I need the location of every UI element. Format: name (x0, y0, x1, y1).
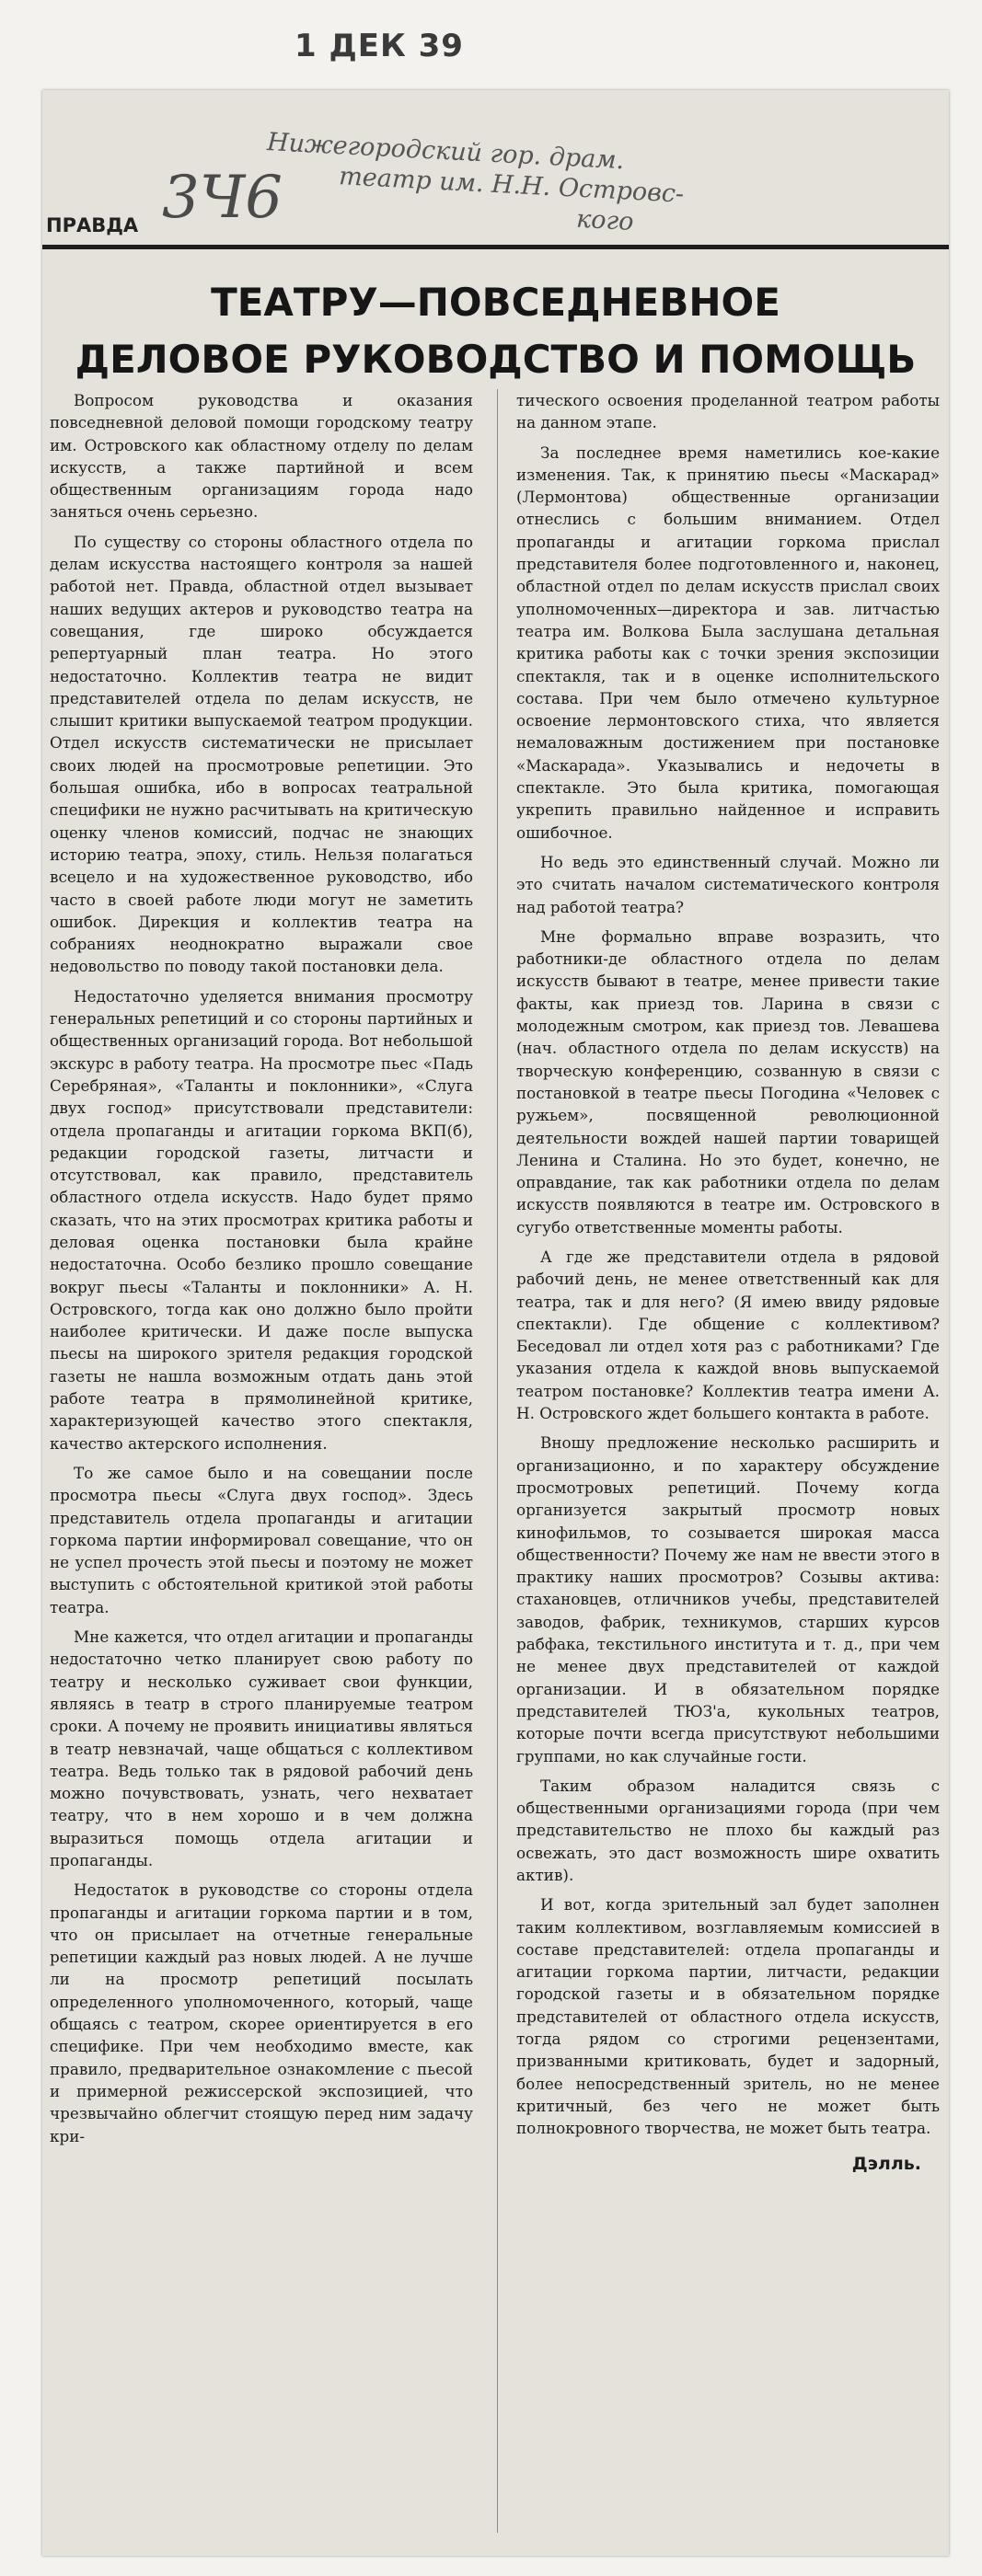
paragraph: Мне формально вправе возразить, что работники-де областного отдела по делам искусств бывают в театре, менее привести такие факты, как приезд тов. Ларина в связи с молодежным смотром, как приезд тов. Левашева (нач. областного отдела по делам искусств) на творческую конференцию, созванную в связи с постановкой в театре пьесы Погодина «Человек с ружьем», посвященной революционной деятельности вождей нашей партии товарищей Ленина и Сталина. Но это будет, конечно, не оправдание, так как работники отдела по делам искусств появляются в театре им. Островского в сугубо ответственные моменты работы. (516, 926, 940, 1236)
paragraph: Вопросом руководства и оказания повседневной деловой помощи городскому театру им. Островского как областному отделу по делам искусств, а также партийной и всем общественным организациям города надо заняться очень серьезно. (50, 391, 473, 522)
date-stamp: 1 ДЕК 39 (295, 28, 464, 64)
paragraph: За последнее время наметились кое-какие изменения. Так, к принятию пьесы «Маскарад» (Лермонтова) общественные организации отнеслись с большим вниманием. Отдел пропаганды и агитации горкома прислал представителя более подготовленного и, наконец, областной отдел по делам искусств прислал своих уполномоченных—директора и зав. литчастью театра им. Волкова Была заслушана детальная критика работы как с точки зрения экспозиции спектакля, так и в оценке исполнительского состава. При чем было отмечено культурное освоение лермонтовского стиха, что является немаловажным достижением при постановке «Маскарада». Указывались и недочеты в спектакле. Это была критика, помогающая укрепить правильно найденное и исправить ошибочное. (516, 443, 940, 842)
headline-line-1: ТЕАТРУ—ПОВСЕДНЕВНОЕ (211, 280, 780, 325)
masthead-rule (42, 245, 949, 249)
paragraph: Недостаточно уделяется внимания просмотру генеральных репетиций и со стороны партийных и общественных организаций города. Вот небольшой экскурс в работу театра. На просмотре пьес «Падь Серебряная», «Таланты и поклонники», «Слуга двух господ» присутствовали представители: отдела пропаганды и агитации горкома ВКП(б), редакции городской газеты, литчасти и отсутствовал, как правило, представитель областного отдела искусств. Надо будет прямо сказать, что на этих просмотрах критика работы и деловая оценка постановки была крайне недостаточна. Особо безлико прошло совещание вокруг пьесы «Таланты и поклонники» А. Н. Островского, тогда как оно должно было пройти наиболее критически. И даже после выпуска пьесы на широкого зрителя редакция городской газеты не нашла возможным отдать дань этой работе театра в прямолинейной критике, характеризующей качество этого спектакля, качество актерского исполнения. (50, 986, 473, 1453)
paragraph: Мне кажется, что отдел агитации и пропаганды недостаточно четко планирует свою работу по театру и несколько суживает свои функции, являясь в театр в строго планируемые театром сроки. А почему не проявить инициативы являться в театр невзначай, чаще общаться с коллективом театра. Ведь только так в рядовой рабочий день можно почувствовать, узнать, чего нехватает театру, что в нем хорошо и в чем должна выразиться помощь отдела агитации и пропаганды. (50, 1627, 473, 1869)
column-divider (497, 389, 498, 2533)
paragraph: Вношу предложение несколько расширить и организационно, и по характеру обсуждение просмотровых репетиций. Почему когда организуется закрытый просмотр новых кинофильмов, то созывается широкая масса общественности? Почему же нам не ввести этого в практику наших просмотров? Созывы актива: стахановцев, отличников учебы, представителей заводов, фабрик, техникумов, старших курсов рабфака, текстильного института и т. д., при чем не менее двух представителей от каждой организации. И в обязательном порядке представителей ТЮЗ'а, кукольных театров, которые почти всегда присутствуют небольшими группами, но как случайные гости. (516, 1433, 940, 1765)
paragraph: тического освоения проделанной театром работы на данном этапе. (516, 391, 940, 432)
paragraph: И вот, когда зрительный зал будет заполнен таким коллективом, возглавляемым комиссией в составе представителей: отдела пропаганды и агитации горкома партии, литчасти, редакции городской газеты и в обязательном порядке представителей от областного отдела искусств, тогда рядом со строгими рецензентами, призванными критиковать, будет и задорный, более непосредственный зритель, но не менее критичный, без чего не может быть полнокровного творчества, не может быть театра. (516, 1895, 940, 2138)
headline-line-2: ДЕЛОВОЕ РУКОВОДСТВО И ПОМОЩЬ (75, 337, 917, 382)
author-signature: Дэлль. (851, 2153, 921, 2174)
handwritten-line: кого (575, 204, 635, 236)
handwritten-line: Нижегородский гор. драм. (266, 127, 625, 176)
handwritten-note (263, 127, 930, 253)
article-column-right (516, 389, 940, 2175)
paragraph: Но ведь это единственный случай. Можно ли это считать началом систематического контроля над работой театра? (516, 852, 940, 916)
article-column-left (50, 389, 473, 2155)
newspaper-masthead: ПРАВДА (46, 214, 139, 236)
paragraph: То же самое было и на совещании после просмотра пьесы «Слуга двух господ». Здесь представитель отдела пропаганды и агитации горкома партии информировал совещание, что он не успел прочесть этой пьесы и поэтому не может выступить с обстоятельной критикой этой работы театра. (50, 1463, 473, 1616)
paragraph: Недостаток в руководстве со стороны отдела пропаганды и агитации горкома партии и в том, что он присылает на отчетные генеральные репетиции каждый раз новых людей. А не лучше ли на просмотр репетиций посылать определенного уполномоченного, который, чаще общаясь с театром, скорее ориентируется в его специфике. При чем необходимо вместе, как правило, предварительное ознакомление с пьесой и примерной режиссерской экспозицией, что чрезвычайно облегчит стоящую перед ним задачу кри- (50, 1880, 473, 2145)
newspaper-clipping (42, 90, 949, 2556)
handwritten-line: театр им. Н.Н. Островс- (338, 162, 685, 209)
paragraph: По существу со стороны областного отдела по делам искусства настоящего контроля за нашей работой нет. Правда, областной отдел вызывает наших ведущих актеров и руководство театра на совещания, где широко обсуждается репертуарный план театра. Но этого недостаточно. Коллектив театра не видит представителей отдела по делам искусств, не слышит критики выпускаемой театром продукции. Отдел искусств систематически не присылает своих людей на просмотровые репетиции. Это большая ошибка, ибо в вопросах театральной специфики не нужно расчитывать на критическую оценку членов комиссий, подчас не знающих историю театра, эпоху, стиль. Нельзя полагаться всецело и на художественное руководство, ибо часто в своей работе люди могут не заметить ошибок. Дирекция и коллектив театра на собраниях неоднократно выражали свое недовольство по поводу такой постановки дела. (50, 532, 473, 976)
article-headline (42, 274, 949, 388)
archive-number: 3Ч6 (162, 164, 283, 232)
paragraph: Таким образом наладится связь с общественными организациями города (при чем представительство не плохо бы каждый раз освежать, это даст возможность шире охватить актив). (516, 1776, 940, 1884)
paragraph: А где же представители отдела в рядовой рабочий день, не менее ответственный как для театра, так и для него? (Я имею ввиду рядовые спектакли). Где общение с коллективом? Беседовал ли отдел хотя раз с работниками? Где указания отдела к каждой вновь выпускаемой театром постановке? Коллектив театра имени А. Н. Островского ждет большего контакта в работе. (516, 1247, 940, 1423)
